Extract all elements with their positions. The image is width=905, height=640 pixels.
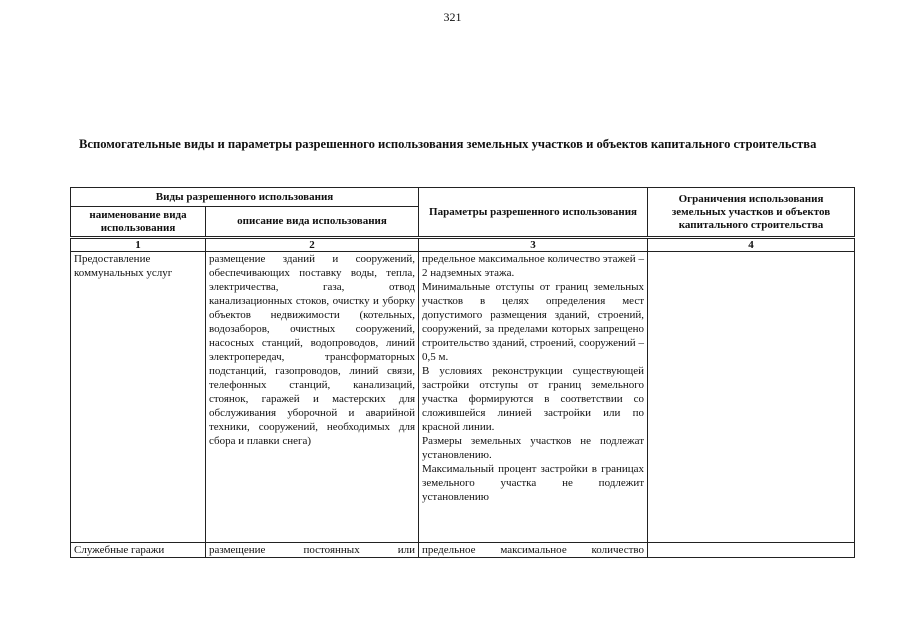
header-use-types: Виды разрешенного использования: [71, 188, 419, 207]
header-use-name: наименование вида использования: [71, 207, 206, 238]
table-row: [71, 252, 855, 543]
parameters-cell: [419, 252, 648, 543]
parameter-paragraph: Размеры земельных участков не подлежат установлению.: [422, 435, 645, 461]
column-number: 3: [419, 238, 648, 252]
use-name-cell: Служебные гаражи: [71, 543, 206, 558]
land-use-table: [70, 187, 855, 558]
use-description-cell: размещение постоянных или: [206, 543, 419, 558]
use-name-cell: Предоставление коммунальных услуг: [71, 252, 206, 543]
limits-cell: [648, 252, 855, 543]
parameter-paragraph: Минимальные отступы от границ земельных участков в целях определения мест допустимого размещения зданий, строений, сооружений, за пределами которых запрещено строительство зданий, строений, сооружений – 0,5 м.: [422, 281, 645, 363]
header-limits: Ограничения использования земельных участков и объектов капитального строительства: [648, 188, 855, 238]
page-number: 321: [443, 10, 462, 24]
column-number: 2: [206, 238, 419, 252]
column-number: 4: [648, 238, 855, 252]
column-number: 1: [71, 238, 206, 252]
table-row: [71, 543, 855, 558]
use-description-cell: размещение зданий и сооружений, обеспечивающих поставку воды, тепла, электричества, газа, отвод канализационных стоков, очистку и уборку объектов недвижимости (котельных, водозаборов, очистных сооружений, насосных станций, водопроводов, линий электропередач, трансформаторных подстанций, газопроводов, линий связи, телефонных станций, канализаций, стоянок, гаражей и мастерских для обслуживания уборочной и аварийной техники, сооружений, необходимых для сбора и плавки снега): [206, 252, 419, 543]
parameters-cell: [419, 543, 648, 558]
parameter-paragraph: В условиях реконструкции существующей застройки отступы от границ земельного участка формируются в соответствии со сложившейся линией застройки или по красной линии.: [422, 365, 645, 433]
header-parameters: Параметры разрешенного использования: [419, 188, 648, 238]
parameter-paragraph: предельное максимальное количество этажей – 2 надземных этажа.: [422, 253, 645, 279]
header-use-description: описание вида использования: [206, 207, 419, 238]
limits-cell: [648, 543, 855, 558]
page-heading: Вспомогательные виды и параметры разрешенного использования земельных участков и объектов капитального строительства: [79, 137, 817, 151]
parameter-paragraph: Максимальный процент застройки в границах земельного участка не подлежит установлению: [422, 463, 645, 503]
parameter-paragraph: предельное максимальное количество: [422, 544, 645, 556]
